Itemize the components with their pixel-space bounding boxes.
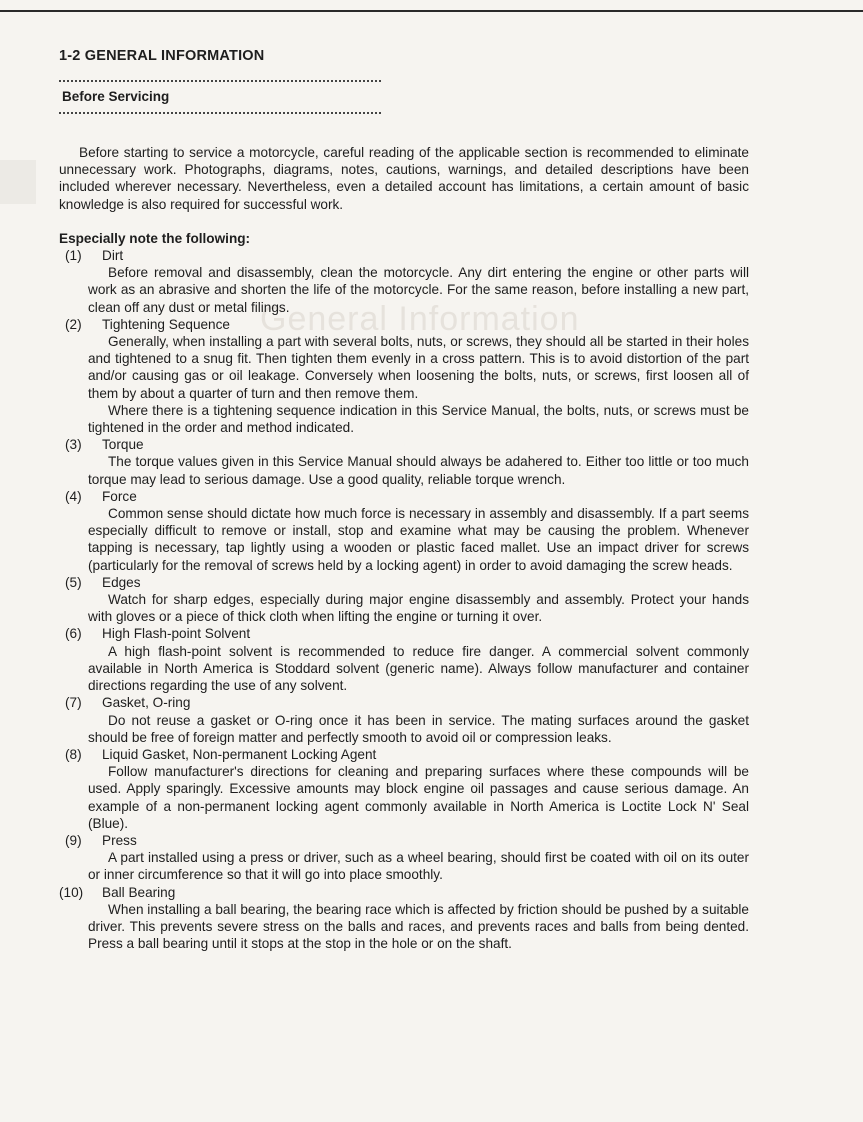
- item-label: Ball Bearing: [102, 884, 176, 900]
- item-number: (10): [59, 884, 84, 900]
- item-title: [65, 436, 749, 453]
- subtitle: Before Servicing: [62, 89, 170, 104]
- item-title: [65, 625, 749, 642]
- item-title: [65, 746, 749, 763]
- item-number: (9): [65, 832, 82, 848]
- item-label: Edges: [102, 574, 141, 590]
- item-label: Gasket, O-ring: [102, 695, 191, 711]
- item-title: [65, 574, 749, 591]
- item-label: High Flash-point Solvent: [102, 626, 251, 642]
- item-title: [65, 316, 749, 333]
- item-number: (7): [65, 695, 82, 711]
- note-heading: Especially note the following:: [59, 230, 251, 246]
- side-tab-shadow: [0, 160, 36, 204]
- intro-paragraph: Before starting to service a motorcycle, careful reading of the applicable section is recommended to eliminate unnecessary work. Photographs, diagrams, notes, cautions, warnings, and detailed descriptions have been included wherever necessary. Nevertheless, even a detailed account has limitations, a certain amount of basic knowledge is also required for successful work.: [59, 145, 749, 212]
- item-title: [59, 884, 749, 901]
- item-body: Where there is a tightening sequence indication in this Service Manual, the bolts, nuts, or screws must be tightened in the order and method indicated.: [88, 402, 749, 436]
- section-title: 1-2 GENERAL INFORMATION: [59, 48, 265, 64]
- item-body: Do not reuse a gasket or O-ring once it has been in service. The mating surfaces around the gasket should be free of foreign matter and perfectly smooth to avoid oil or compression leaks.: [88, 712, 749, 745]
- show-through-text: General Information: [260, 300, 580, 338]
- item-label: Dirt: [102, 248, 124, 264]
- item-title: [65, 488, 749, 505]
- item-body: A part installed using a press or driver, such as a wheel bearing, should first be coated with oil on its outer or inner circumference so that it will go into place smoothly.: [88, 850, 749, 883]
- item-body: Follow manufacturer's directions for cleaning and preparing surfaces where these compounds will be used. Apply sparingly. Excessive amounts may block engine oil passages and cause serious damage. An example of a non-permanent locking agent commonly available in North America is Loctite Lock N' Seal (Blue).: [88, 764, 749, 831]
- item-number: (3): [65, 437, 82, 453]
- page-body: [59, 144, 749, 952]
- item-body: The torque values given in this Service Manual should always be adahered to. Either too little or too much torque may lead to serious damage. Use a good quality, reliable torque wrench.: [88, 454, 749, 487]
- item-label: Torque: [102, 437, 144, 453]
- item-number: (6): [65, 626, 82, 642]
- dotted-rule-top: [59, 80, 381, 82]
- item-body: Before removal and disassembly, clean the motorcycle. Any dirt entering the engine or other parts will work as an abrasive and shorten the life of the motorcycle. For the same reason, before installing a new part, clean off any dust or metal filings.: [88, 265, 749, 315]
- dotted-rule-bottom: [59, 112, 381, 114]
- item-title: [65, 247, 749, 264]
- item-label: Tightening Sequence: [102, 316, 230, 332]
- item-number: (8): [65, 746, 82, 762]
- item-body: When installing a ball bearing, the bearing race which is affected by friction should be pushed by a suitable driver. This prevents severe stress on the balls and races, and prevents races and balls from being dented. Press a ball bearing until it stops at the stop in the hole or on the shaft.: [88, 901, 749, 952]
- item-title: [65, 832, 749, 849]
- top-rule: [0, 10, 863, 12]
- item-title: [65, 694, 749, 711]
- item-number: (1): [65, 248, 82, 264]
- item-number: (4): [65, 488, 82, 504]
- item-list: [59, 247, 749, 952]
- page-header: [59, 48, 389, 114]
- item-label: Liquid Gasket, Non-permanent Locking Agent: [102, 746, 377, 762]
- item-body: Watch for sharp edges, especially during major engine disassembly and assembly. Protect your hands with gloves or a piece of thick cloth when lifting the engine or turning it over.: [88, 592, 749, 625]
- item-body: Generally, when installing a part with several bolts, nuts, or screws, they should all be started in their holes and tightened to a snug fit. Then tighten them evenly in a cross pattern. This is to avoid distortion of the part and/or causing gas or oil leakage. Conversely when loosening the bolts, nuts, or screws, first loosen all of them by about a quarter of turn and then remove them.: [88, 334, 749, 401]
- item-body: A high flash-point solvent is recommended to reduce fire danger. A commercial solvent commonly available in North America is Stoddard solvent (generic name). Always follow manufacturer and container directions regarding the use of any solvent.: [88, 643, 749, 694]
- item-label: Press: [102, 832, 137, 848]
- item-label: Force: [102, 488, 137, 504]
- item-number: (5): [65, 574, 82, 590]
- item-number: (2): [65, 316, 82, 332]
- item-body: Common sense should dictate how much force is necessary in assembly and disassembly. If a part seems especially difficult to remove or install, stop and examine what may be causing the problem. Whenever tapping is necessary, tap lightly using a wooden or plastic faced mallet. Use an impact driver for screws (particularly for the removal of screws held by a locking agent) in order to avoid damaging the screw heads.: [88, 506, 749, 573]
